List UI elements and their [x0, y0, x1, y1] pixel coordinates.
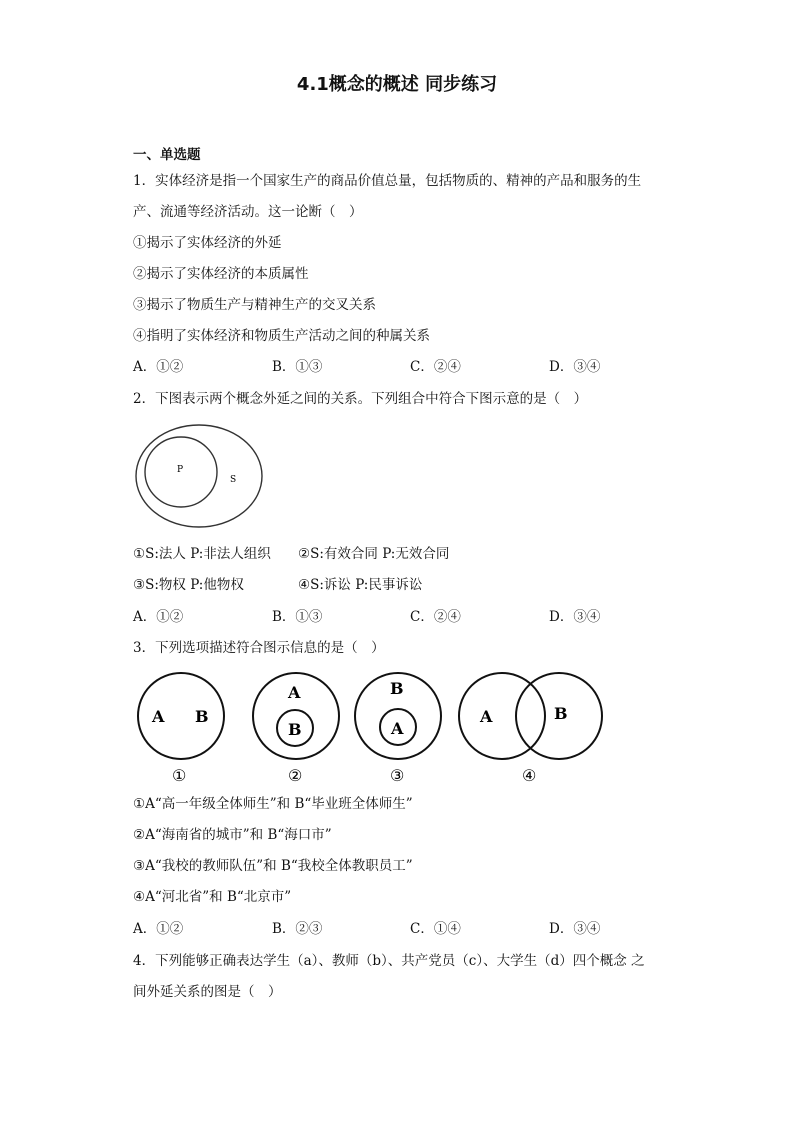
fig3-label-a: A [391, 719, 404, 738]
q1-stem-line1: 1．实体经济是指一个国家生产的商品价值总量，包括物质的、精神的产品和服务的生 [133, 173, 642, 189]
fig2-label-b: B [288, 720, 302, 739]
fig1-label-a: A [152, 707, 165, 726]
q2-stem: 2．下图表示两个概念外延之间的关系。下列组合中符合下图示意的是（ ） [133, 391, 588, 407]
label-s: S [230, 475, 237, 485]
q3-item-1: ①A“高一年级全体师生”和 B“毕业班全体师生” [133, 796, 413, 812]
q3-stem: 3．下列选项描述符合图示信息的是（ ） [133, 640, 385, 656]
fig3-label-b: B [390, 679, 404, 698]
q4-stem-line2: 间外延关系的图是（ ） [133, 984, 282, 1000]
fig1-number: ① [172, 766, 187, 785]
q1-option-b: B．①③ [272, 359, 323, 375]
q1-item-2: ②揭示了实体经济的本质属性 [133, 266, 309, 282]
figure-2-inclusion [253, 673, 339, 785]
fig4-label-a: A [480, 707, 493, 726]
q3-item-4: ④A“河北省”和 B“北京市” [133, 889, 292, 905]
q1-option-c: C．②④ [410, 359, 461, 375]
q1-option-d: D．③④ [549, 359, 601, 375]
label-p: P [177, 465, 184, 475]
q1-stem-line2: 产、流通等经济活动。这一论断（ ） [133, 204, 363, 220]
figure-3-inclusion [355, 673, 441, 785]
q2-item-1: ①S:法人 P:非法人组织 [133, 546, 271, 562]
q3-option-a: A．①② [133, 921, 184, 937]
q1-item-1: ①揭示了实体经济的外延 [133, 235, 282, 251]
section-heading: 一、单选题 [133, 147, 201, 163]
q3-option-c: C．①④ [410, 921, 461, 937]
fig4-number: ④ [522, 766, 537, 785]
q2-venn-figure [133, 420, 268, 532]
q2-option-c: C．②④ [410, 609, 461, 625]
set-s-ellipse [136, 425, 262, 527]
q2-option-b: B．①③ [272, 609, 323, 625]
q3-item-2: ②A“海南省的城市”和 B“海口市” [133, 827, 332, 843]
q1-item-4: ④指明了实体经济和物质生产活动之间的种属关系 [133, 328, 430, 344]
figure-1-identity [138, 673, 224, 785]
q3-option-b: B．②③ [272, 921, 323, 937]
q2-option-a: A．①② [133, 609, 184, 625]
fig1-label-b: B [195, 707, 209, 726]
q4-stem-line1: 4．下列能够正确表达学生（a）、教师（b）、共产党员（c）、大学生（d）四个概念 之 [133, 953, 645, 969]
page-title: 4.1概念的概述 同步练习 [296, 74, 498, 95]
q2-item-4: ④S:诉讼 P:民事诉讼 [298, 577, 423, 593]
q2-option-d: D．③④ [549, 609, 601, 625]
q2-item-2: ②S:有效合同 P:无效合同 [298, 546, 450, 562]
q2-item-3: ③S:物权 P:他物权 [133, 577, 244, 593]
q1-option-a: A．①② [133, 359, 184, 375]
fig2-label-a: A [288, 683, 301, 702]
figure-4-intersection [459, 673, 602, 785]
q1-item-3: ③揭示了物质生产与精神生产的交叉关系 [133, 297, 376, 313]
q3-option-d: D．③④ [549, 921, 601, 937]
fig3-number: ③ [390, 766, 405, 785]
fig2-number: ② [288, 766, 303, 785]
q3-item-3: ③A“我校的教师队伍”和 B“我校全体教职员工” [133, 858, 413, 874]
fig4-label-b: B [554, 704, 568, 723]
q3-venn-figures [130, 666, 610, 788]
